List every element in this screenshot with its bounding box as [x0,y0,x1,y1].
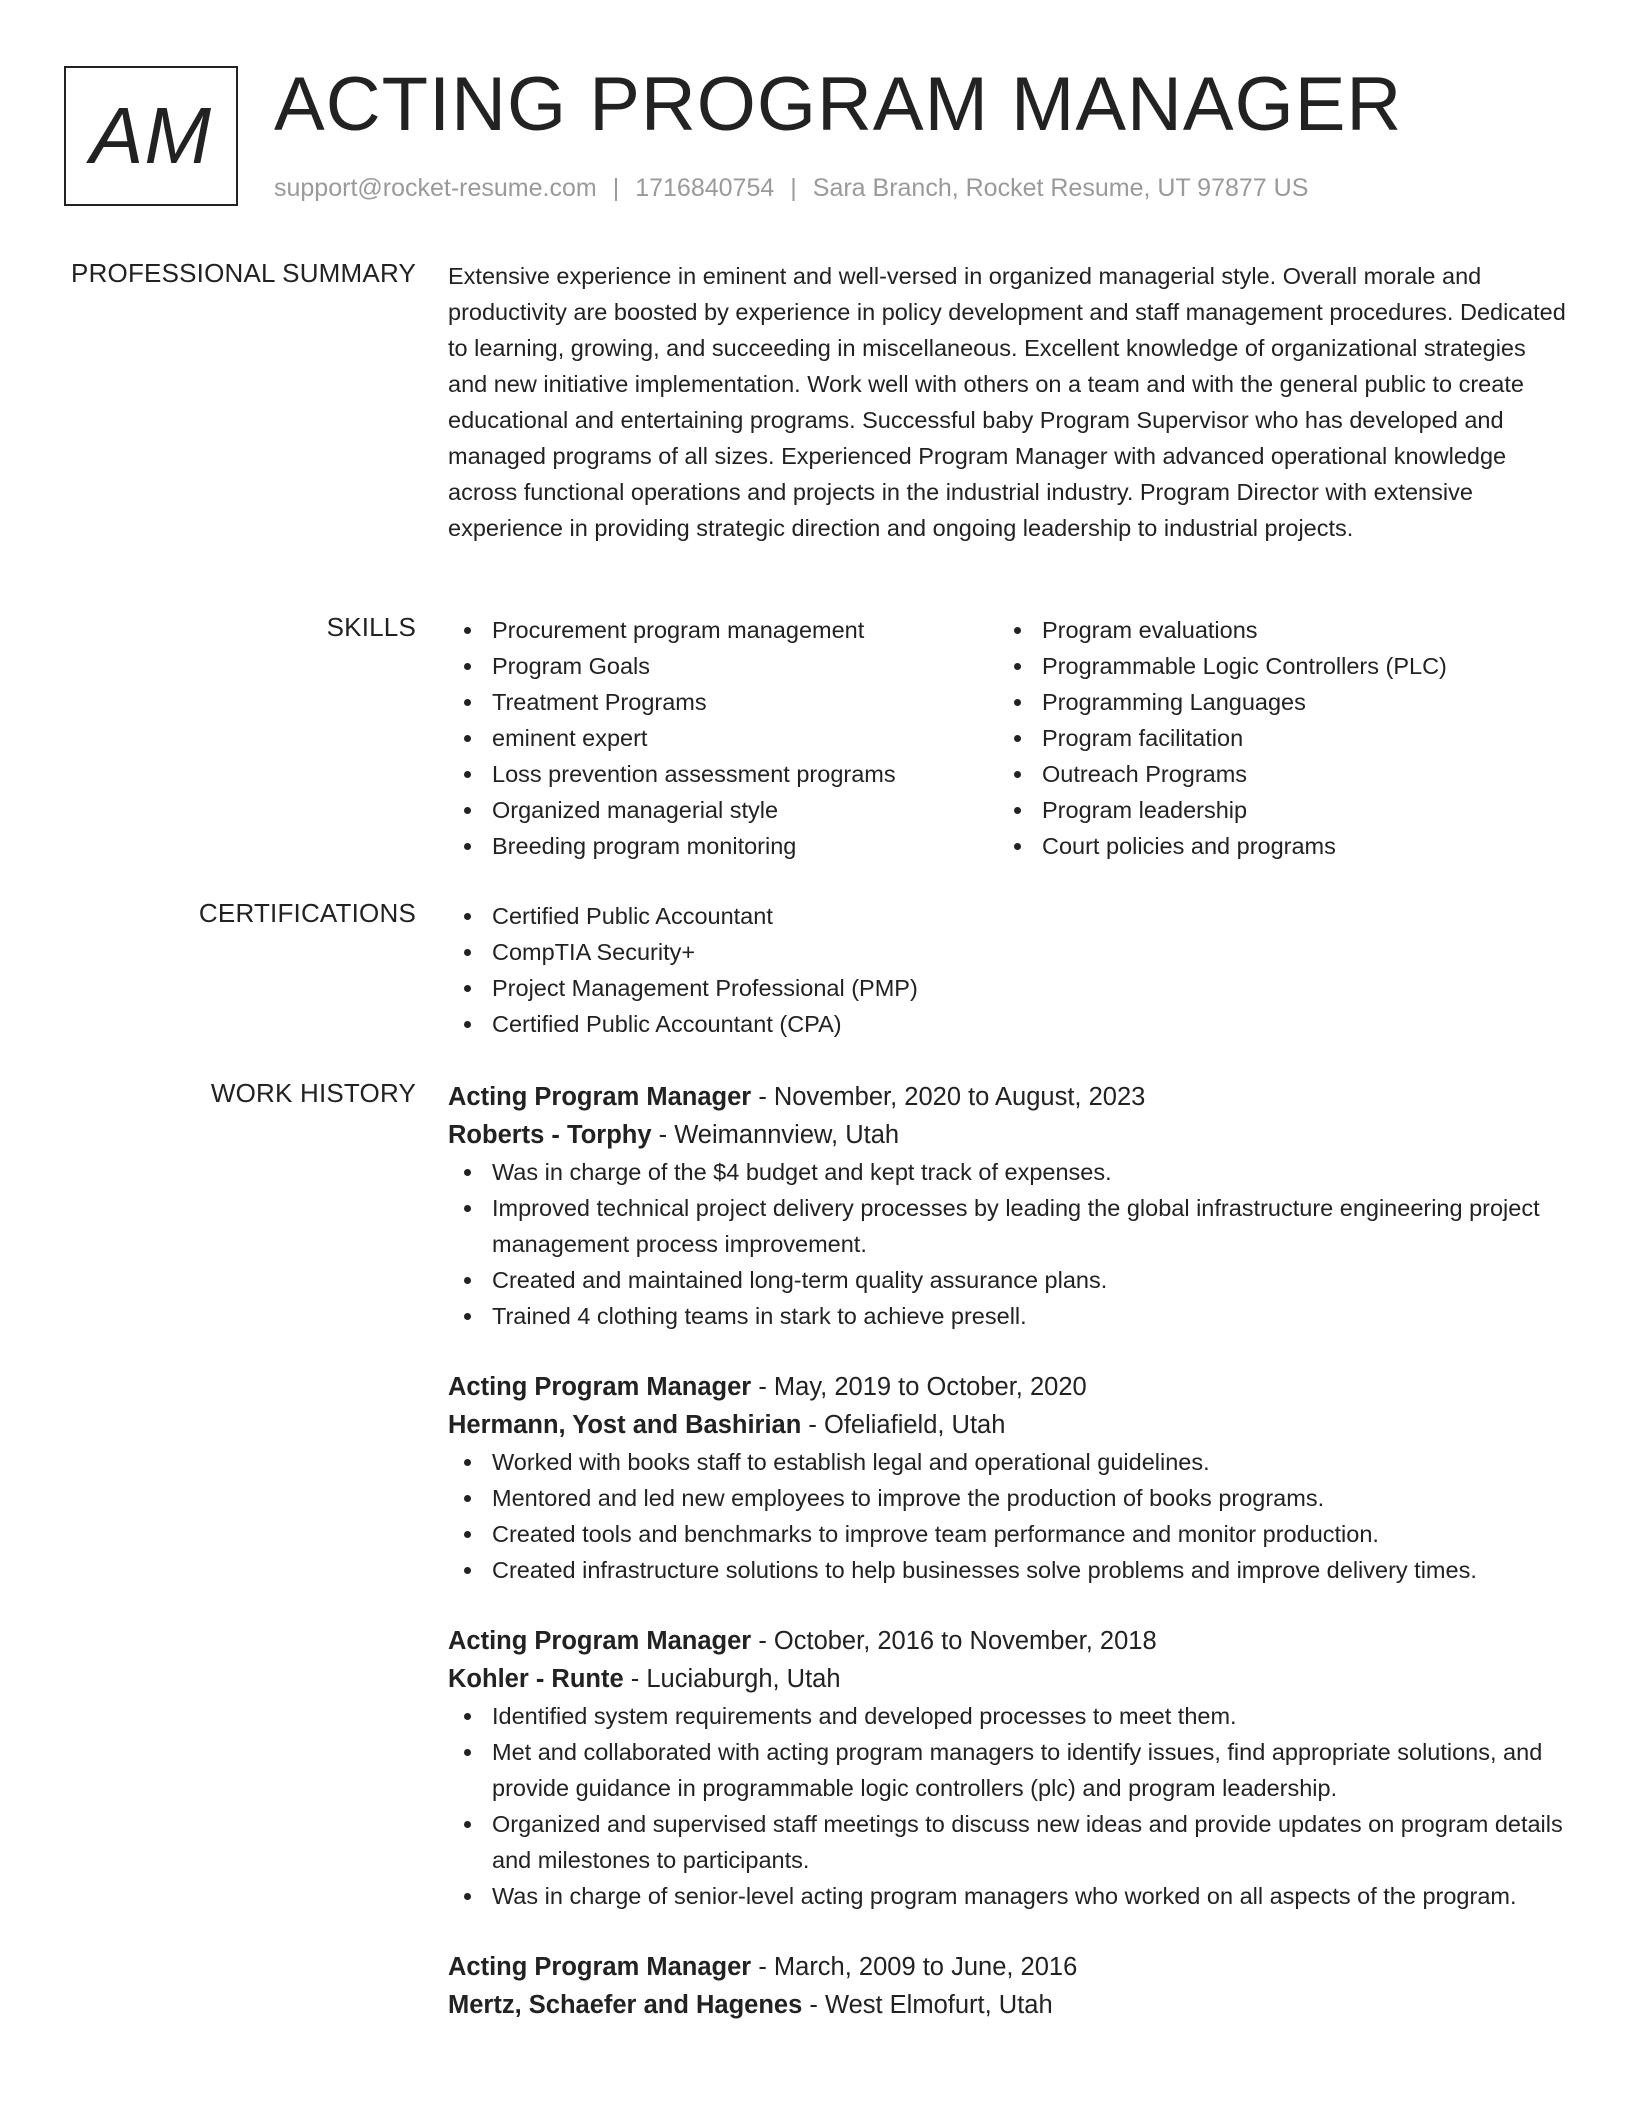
job-location: - West Elmofurt, Utah [802,1991,1053,2019]
job-company: Mertz, Schaefer and Hagenes [448,1991,803,2019]
job-company: Roberts - Torphy [448,1121,652,1149]
job-company: Kohler - Runte [448,1665,624,1693]
skill-item: Treatment Programs [448,684,998,720]
skill-item: Programming Languages [998,684,1548,720]
skill-item: Programmable Logic Controllers (PLC) [998,648,1548,684]
skill-item: Program evaluations [998,612,1548,648]
resume-header [64,62,1564,216]
contact-email[interactable]: support@rocket-resume.com [274,174,597,202]
job-dates: - March, 2009 to June, 2016 [751,1953,1078,1981]
certification-item: CompTIA Security+ [448,934,1568,970]
job-title: Acting Program Manager [448,1627,752,1655]
skill-item: Breeding program monitoring [448,828,998,864]
section-label-work-history: WORK HISTORY [210,1078,416,1108]
job-bullet: Created and maintained long-term quality assurance plans. [448,1262,1568,1298]
skill-item: eminent expert [448,720,998,756]
job-bullet: Met and collaborated with acting program managers to identify issues, find appropriate solutions, and provide guidance in programmable logic controllers (plc) and program leadership. [448,1734,1568,1806]
job-bullet: Mentored and led new employees to improve the production of books programs. [448,1480,1568,1516]
skill-item: Court policies and programs [998,828,1548,864]
section-label-summary: PROFESSIONAL SUMMARY [71,258,416,288]
job-location: - Ofeliafield, Utah [801,1411,1006,1439]
certifications-body [448,898,1568,1042]
job-title-line [448,1078,1568,1116]
job-bullet: Organized and supervised staff meetings to discuss new ideas and provide updates on program details and milestones to participants. [448,1806,1568,1878]
certifications-list [448,898,1568,1042]
certification-item: Certified Public Accountant [448,898,1568,934]
skill-item: Organized managerial style [448,792,998,828]
section-label-skills: SKILLS [326,612,416,642]
contact-separator: | [790,174,797,202]
job-dates: - May, 2019 to October, 2020 [751,1373,1087,1401]
skill-item: Program leadership [998,792,1548,828]
job-title: Acting Program Manager [448,1953,752,1981]
skill-item: Outreach Programs [998,756,1548,792]
job-bullets [448,1154,1568,1334]
job-location: - Weimannview, Utah [651,1121,900,1149]
job-company-line [448,1116,1568,1154]
job-bullet: Created tools and benchmarks to improve team performance and monitor production. [448,1516,1568,1552]
job-bullet: Was in charge of the $4 budget and kept track of expenses. [448,1154,1568,1190]
contact-line [274,174,1308,203]
skills-grid [448,612,1568,864]
job-company-line [448,1986,1568,2024]
job-bullet: Worked with books staff to establish legal and operational guidelines. [448,1444,1568,1480]
job-company-line [448,1660,1568,1698]
job-location: - Luciaburgh, Utah [623,1665,841,1693]
job-dates: - November, 2020 to August, 2023 [751,1083,1146,1111]
resume-title: ACTING PROGRAM MANAGER [274,62,1403,147]
summary-text: Extensive experience in eminent and well-versed in organized managerial style. Overall morale and productivity are boosted by experience in policy development and staff management procedures. Dedicated to learning, growing, and succeeding in miscellaneous. Excellent knowledge of organizational strategies and new initiative implementation. Work well with others on a team and with the general public to create educational and entertaining programs. Successful baby Program Supervisor who has developed and managed programs of all sizes. Experienced Program Manager with advanced operational knowledge across functional operations and projects in the industrial industry. Program Director with extensive experience in providing strategic direction and ongoing leadership to industrial projects. [448,263,1566,541]
contact-phone[interactable]: 1716840754 [635,174,775,202]
job-bullet: Improved technical project delivery processes by leading the global infrastructure engineering project management process improvement. [448,1190,1568,1262]
summary-body [448,258,1568,546]
monogram-logo: AM [64,66,238,206]
job-title-line [448,1622,1568,1660]
skills-body [448,612,1568,864]
job-bullet: Trained 4 clothing teams in stark to achieve presell. [448,1298,1568,1334]
job-title-line [448,1368,1568,1406]
skill-item: Program Goals [448,648,998,684]
job-bullets [448,1444,1568,1588]
section-label-certifications: CERTIFICATIONS [198,898,416,928]
certification-item: Certified Public Accountant (CPA) [448,1006,1568,1042]
job-title: Acting Program Manager [448,1083,752,1111]
skills-list-left [448,612,998,864]
job-company: Hermann, Yost and Bashirian [448,1411,802,1439]
contact-address: Sara Branch, Rocket Resume, UT 97877 US [812,174,1309,202]
skills-list-right [998,612,1548,864]
job-dates: - October, 2016 to November, 2018 [751,1627,1157,1655]
job-bullet: Identified system requirements and developed processes to meet them. [448,1698,1568,1734]
skill-item: Procurement program management [448,612,998,648]
job-bullet: Created infrastructure solutions to help businesses solve problems and improve delivery times. [448,1552,1568,1588]
job-bullet: Was in charge of senior-level acting program managers who worked on all aspects of the program. [448,1878,1568,1914]
job-title: Acting Program Manager [448,1373,752,1401]
job-entry [448,1948,1568,2024]
skill-item: Loss prevention assessment programs [448,756,998,792]
job-entry [448,1368,1568,1588]
contact-separator: | [612,174,620,202]
job-entry [448,1078,1568,1334]
job-bullets [448,1698,1568,1914]
job-title-line [448,1948,1568,1986]
certification-item: Project Management Professional (PMP) [448,970,1568,1006]
skill-item: Program facilitation [998,720,1548,756]
job-company-line [448,1406,1568,1444]
job-entry [448,1622,1568,1914]
work-history-body [448,1078,1568,2024]
